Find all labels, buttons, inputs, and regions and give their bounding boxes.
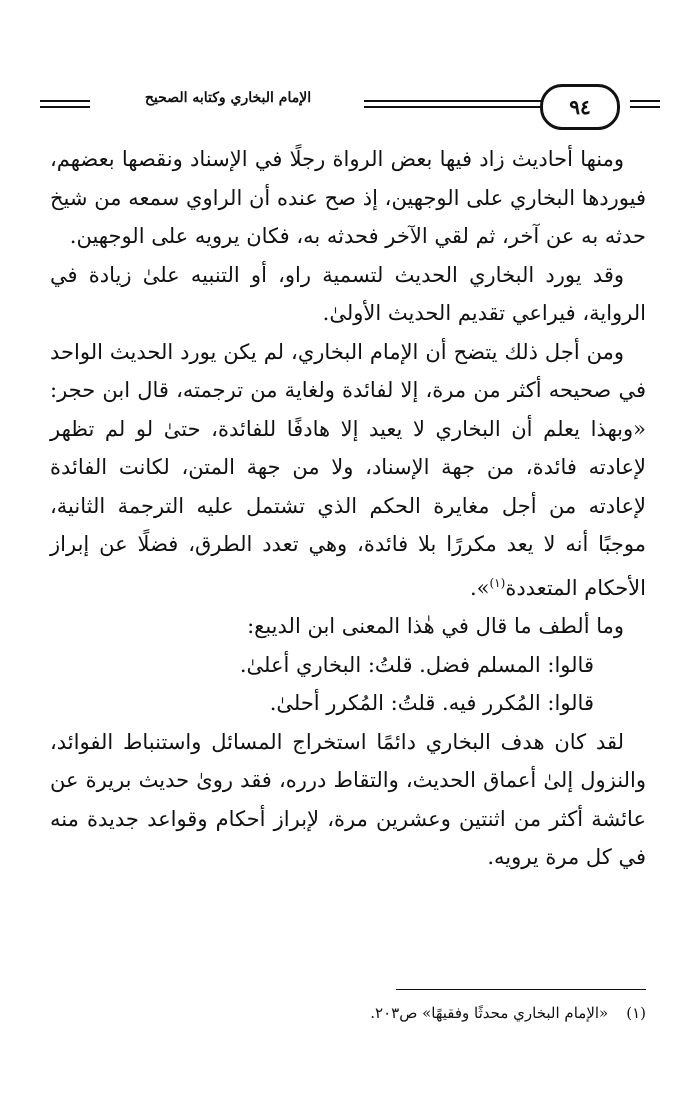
paragraph: وقد يورد البخاري الحديث لتسمية راو، أو التنبيه علىٰ زيادة في الرواية، فيراعي تقديم الحديث الأولىٰ. (50, 262, 646, 325)
page-header (40, 84, 660, 128)
footnote-text: «الإمام البخاري محدثًا وفقيهًا» ص٢٠٣. (370, 1004, 609, 1022)
footnote-reference: (١) (489, 575, 506, 590)
footnote-marker: (١) (626, 1004, 646, 1022)
header-rule (40, 100, 90, 102)
paragraph: لقد كان هدف البخاري دائمًا استخراج المسائل واستنباط الفوائد، والنزول إلىٰ أعماق الحديث، والتقاط درره، فقد روىٰ حديث بريرة عن عائشة أكثر من اثنتين وعشرين مرة، لإبراز أحكام وقواعد جديدة منه في كل مرة يرويه. (50, 729, 646, 869)
paragraph (50, 333, 646, 608)
verse-line: قالوا: المسلم فضل. قلتُ: البخاري أعلىٰ. (239, 652, 594, 677)
header-rule (630, 100, 660, 102)
header-rule (364, 106, 542, 108)
footnote (50, 998, 646, 1028)
header-rule (364, 100, 542, 102)
verse-line: قالوا: المُكرر فيه. قلتُ: المُكرر أحلىٰ. (269, 691, 594, 715)
paragraph: وما ألطف ما قال في هٰذا المعنى ابن الديبع: (247, 614, 624, 638)
footnote-separator (396, 989, 646, 990)
quote-close: ». (469, 575, 490, 600)
paragraph-text: ومن أجل ذلك يتضح أن الإمام البخاري، لم يكن يورد الحديث الواحد في صحيحه أكثر من مرة، إلا لفائدة ولغاية من ترجمته، قال ابن حجر: «وبهذا يعلم أن البخاري لا يعيد إلا هادفًا للفائدة، حتىٰ لو لم تظهر لإعادته فائدة، من جهة الإسناد، ولا من جهة المتن، لكانت الفائدة لإعادته من أجل مغايرة الحكم الذي تشتمل عليه الترجمة الثانية، موجبًا أنه لا يعد مكررًا بلا فائدة، وهي تعدد الطرق، فضلًا عن إبراز الأحكام المتعددة (50, 339, 646, 600)
paragraph: ومنها أحاديث زاد فيها بعض الرواة رجلًا في الإسناد ونقصها بعضهم، فيوردها البخاري على الوجهين، إذ صح عنده أن الراوي سمعه من شيخ حدثه به عن آخر، ثم لقي الآخر فحدثه به، فكان يرويه على الوجهين. (50, 147, 646, 248)
header-rule (40, 106, 90, 108)
body-text (50, 140, 646, 877)
page-number: ٩٤ (540, 84, 620, 130)
running-title: الإمام البخاري وكتابه الصحيح (144, 90, 312, 106)
header-rule (630, 106, 660, 108)
